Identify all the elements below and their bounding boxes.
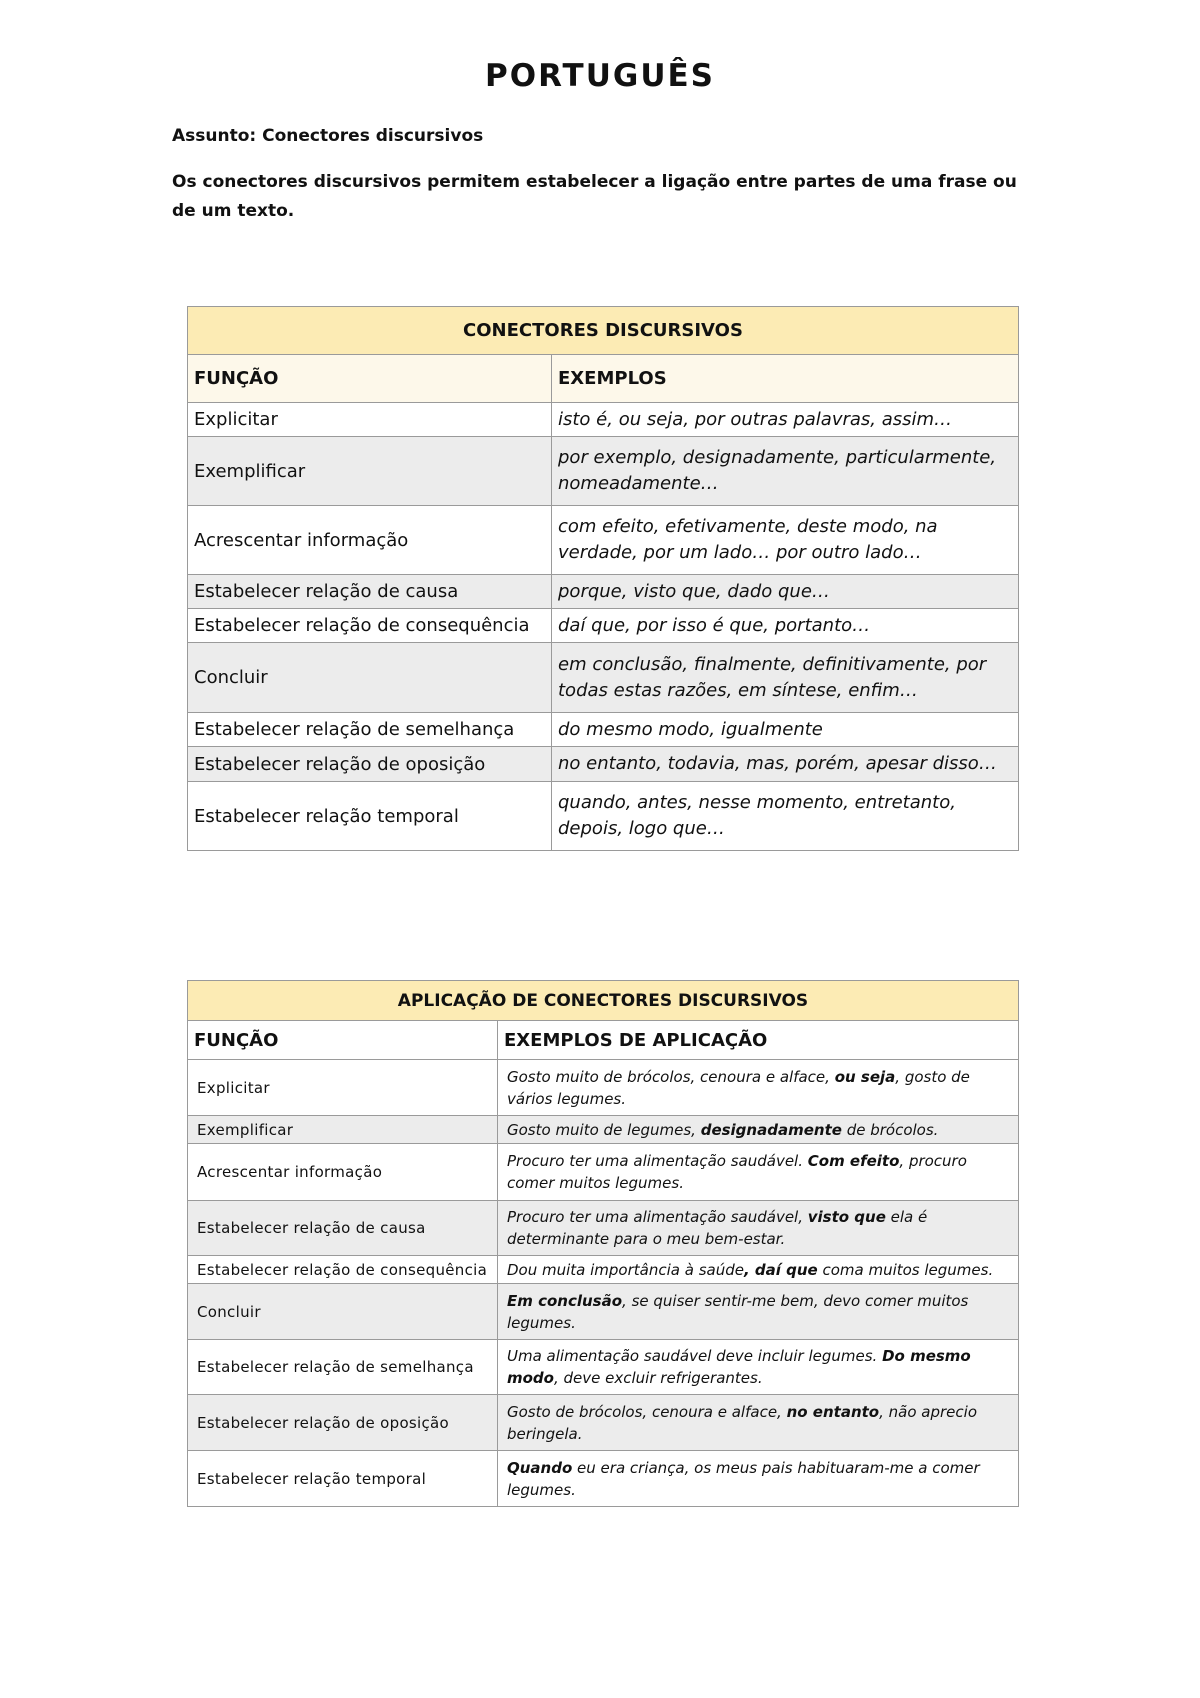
- examples-cell: isto é, ou seja, por outras palavras, assim…: [552, 403, 1019, 437]
- function-cell: Exemplificar: [188, 1116, 498, 1144]
- example-text: Gosto muito de brócolos, cenoura e alface,: [507, 1067, 835, 1086]
- function-cell: Estabelecer relação de consequência: [188, 609, 552, 643]
- function-cell: Estabelecer relação temporal: [188, 1451, 498, 1507]
- application-table: [187, 980, 1019, 1507]
- examples-cell: daí que, por isso é que, portanto…: [552, 609, 1019, 643]
- example-cell: [498, 1395, 1019, 1451]
- table-row: [188, 782, 1019, 851]
- example-text: coma muitos legumes.: [817, 1260, 994, 1279]
- function-cell: Estabelecer relação de semelhança: [188, 713, 552, 747]
- table-caption: CONECTORES DISCURSIVOS: [188, 307, 1019, 355]
- example-cell: [498, 1201, 1019, 1256]
- function-cell: Explicitar: [188, 1060, 498, 1116]
- table-row: [188, 713, 1019, 747]
- connector-keyword: , daí que: [743, 1260, 818, 1279]
- connector-keyword: Quando: [507, 1458, 573, 1477]
- table-row: [188, 1395, 1019, 1451]
- table-row: [188, 1201, 1019, 1256]
- function-cell: Acrescentar informação: [188, 1144, 498, 1201]
- example-text: , deve excluir refrigerantes.: [553, 1369, 763, 1387]
- examples-cell: no entanto, todavia, mas, porém, apesar disso…: [552, 747, 1019, 782]
- example-cell: [498, 1340, 1019, 1395]
- example-text: de brócolos.: [841, 1120, 939, 1139]
- example-text: ela é determinante para o meu bem-estar.: [507, 1208, 928, 1248]
- examples-cell: por exemplo, designadamente, particularmente, nomeadamente…: [552, 437, 1019, 506]
- function-cell: Acrescentar informação: [188, 506, 552, 575]
- example-text: , procuro comer muitos legumes.: [507, 1152, 967, 1192]
- example-text: Gosto de brócolos, cenoura e alface,: [507, 1402, 787, 1421]
- table-caption-row: [188, 307, 1019, 355]
- examples-cell: quando, antes, nesse momento, entretanto, depois, logo que…: [552, 782, 1019, 851]
- table-row: [188, 1060, 1019, 1116]
- subject-line: Assunto: Conectores discursivos: [172, 126, 484, 146]
- table-caption-row: [188, 981, 1019, 1021]
- table-row: [188, 1116, 1019, 1144]
- function-cell: Concluir: [188, 643, 552, 713]
- table-caption: APLICAÇÃO DE CONECTORES DISCURSIVOS: [188, 981, 1019, 1021]
- table-row: [188, 437, 1019, 506]
- connector-keyword: Com efeito: [807, 1152, 900, 1170]
- examples-cell: com efeito, efetivamente, deste modo, na verdade, por um lado… por outro lado…: [552, 506, 1019, 575]
- example-text: , não aprecio beringela.: [507, 1402, 977, 1443]
- function-cell: Estabelecer relação de causa: [188, 1201, 498, 1256]
- table-row: [188, 643, 1019, 713]
- connectors-table: [187, 306, 1019, 851]
- function-cell: Concluir: [188, 1284, 498, 1340]
- table-row: [188, 1451, 1019, 1507]
- example-text: , se quiser sentir-me bem, devo comer muitos legumes.: [507, 1291, 969, 1332]
- table-row: [188, 747, 1019, 782]
- connector-keyword: Do mesmo modo: [507, 1347, 971, 1387]
- examples-cell: do mesmo modo, igualmente: [552, 713, 1019, 747]
- table-header-row: [188, 355, 1019, 403]
- connector-keyword: Em conclusão: [507, 1291, 623, 1310]
- table-row: [188, 609, 1019, 643]
- header-funcao: FUNÇÃO: [188, 1021, 498, 1060]
- examples-cell: porque, visto que, dado que…: [552, 575, 1019, 609]
- function-cell: Estabelecer relação de oposição: [188, 747, 552, 782]
- table-header-row: [188, 1021, 1019, 1060]
- header-exemplos-aplicacao: EXEMPLOS DE APLICAÇÃO: [498, 1021, 1019, 1060]
- example-text: Gosto muito de legumes,: [507, 1120, 701, 1139]
- connector-keyword: no entanto: [786, 1402, 880, 1421]
- example-cell: [498, 1060, 1019, 1116]
- function-cell: Estabelecer relação de oposição: [188, 1395, 498, 1451]
- function-cell: Estabelecer relação de causa: [188, 575, 552, 609]
- table-row: [188, 1284, 1019, 1340]
- function-cell: Estabelecer relação temporal: [188, 782, 552, 851]
- example-text: Procuro ter uma alimentação saudável,: [507, 1208, 808, 1226]
- example-text: Dou muita importância à saúde: [507, 1260, 744, 1279]
- table-row: [188, 1340, 1019, 1395]
- example-cell: [498, 1144, 1019, 1201]
- example-text: eu era criança, os meus pais habituaram-me a comer legumes.: [507, 1458, 980, 1499]
- example-cell: [498, 1256, 1019, 1284]
- example-text: Uma alimentação saudável deve incluir legumes.: [507, 1347, 883, 1365]
- table-row: [188, 403, 1019, 437]
- table-row: [188, 506, 1019, 575]
- table-row: [188, 575, 1019, 609]
- table-row: [188, 1144, 1019, 1201]
- function-cell: Estabelecer relação de consequência: [188, 1256, 498, 1284]
- example-cell: [498, 1451, 1019, 1507]
- header-exemplos: EXEMPLOS: [552, 355, 1019, 403]
- function-cell: Explicitar: [188, 403, 552, 437]
- example-text: Procuro ter uma alimentação saudável.: [507, 1152, 808, 1170]
- example-cell: [498, 1284, 1019, 1340]
- examples-cell: em conclusão, finalmente, definitivamente, por todas estas razões, em síntese, enfim…: [552, 643, 1019, 713]
- intro-paragraph: Os conectores discursivos permitem estabelecer a ligação entre partes de uma frase ou de um texto.: [172, 172, 1017, 221]
- header-funcao: FUNÇÃO: [188, 355, 552, 403]
- function-cell: Estabelecer relação de semelhança: [188, 1340, 498, 1395]
- example-cell: [498, 1116, 1019, 1144]
- example-text: , gosto de vários legumes.: [507, 1067, 970, 1108]
- page-title: PORTUGUÊS: [485, 58, 715, 94]
- function-cell: Exemplificar: [188, 437, 552, 506]
- connector-keyword: designadamente: [700, 1120, 842, 1139]
- table-row: [188, 1256, 1019, 1284]
- connector-keyword: visto que: [807, 1208, 886, 1226]
- connector-keyword: ou seja: [834, 1067, 896, 1086]
